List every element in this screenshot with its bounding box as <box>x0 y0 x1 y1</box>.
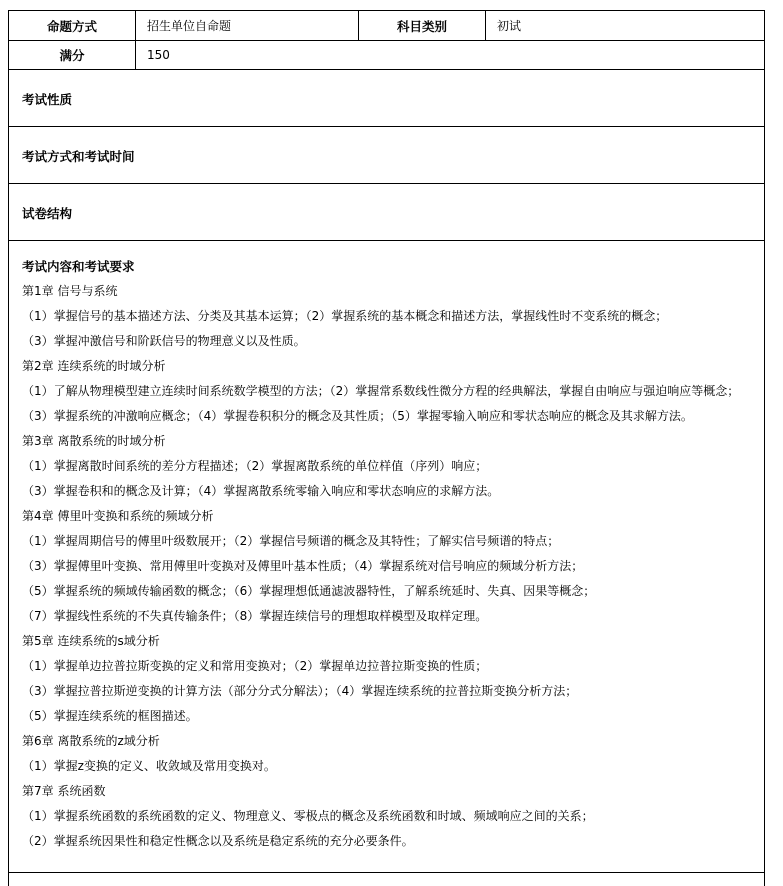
content-line: （3）掌握系统的冲激响应概念；（4）掌握卷积积分的概念及其性质；（5）掌握零输入响应和零状态响应的概念及其求解方法。 <box>22 409 693 423</box>
content-body <box>22 255 758 854</box>
content-line: （3）掌握拉普拉斯逆变换的计算方法（部分分式分解法）；（4）掌握连续系统的拉普拉斯变换分析方法； <box>22 684 578 698</box>
content-line: （3）掌握冲激信号和阶跃信号的物理意义以及性质。 <box>22 334 306 348</box>
content-line: 第3章 离散系统的时域分析 <box>22 434 166 448</box>
content-line: （1）掌握信号的基本描述方法、分类及其基本运算；（2）掌握系统的基本概念和描述方法，掌握线性时不变系统的概念； <box>22 309 668 323</box>
header-row-2 <box>9 41 764 70</box>
label-full-score: 满分 <box>59 48 85 63</box>
content-line: （3）掌握卷积和的概念及计算；（4）掌握离散系统零输入响应和零状态响应的求解方法。 <box>22 484 500 498</box>
content-line: （1）掌握周期信号的傅里叶级数展开；（2）掌握信号频谱的概念及其特性；了解实信号频谱的特点； <box>22 534 560 548</box>
exam-syllabus-table <box>8 10 765 886</box>
content-line: （1）掌握z变换的定义、收敛域及常用变换对。 <box>22 759 276 773</box>
content-lines <box>22 279 758 854</box>
content-line: （1）了解从物理模型建立连续时间系统数学模型的方法；（2）掌握常系数线性微分方程的经典解法，掌握自由响应与强迫响应等概念； <box>22 384 740 398</box>
content-line: （3）掌握傅里叶变换、常用傅里叶变换对及傅里叶基本性质；（4）掌握系统对信号响应的频域分析方法； <box>22 559 584 573</box>
content-line: （1）掌握离散时间系统的差分方程描述；（2）掌握离散系统的单位样值（序列）响应； <box>22 459 488 473</box>
section-title-content: 考试内容和考试要求 <box>22 259 135 274</box>
content-line: （5）掌握连续系统的框图描述。 <box>22 709 198 723</box>
section-exam-content <box>9 241 764 873</box>
value-exam-method: 招生单位自命题 <box>147 19 232 33</box>
content-line: 第4章 傅里叶变换和系统的频域分析 <box>22 509 214 523</box>
section-exam-format <box>9 127 764 184</box>
section-title-structure: 试卷结构 <box>22 206 73 221</box>
content-line: 第2章 连续系统的时域分析 <box>22 359 166 373</box>
header-row-1 <box>9 11 764 41</box>
content-line: （1）掌握系统函数的系统函数的定义、物理意义、零极点的概念及系统函数和时域、频域响应之间的关系； <box>22 809 594 823</box>
section-title-format: 考试方式和考试时间 <box>22 149 135 164</box>
content-line: （5）掌握系统的频域传输函数的概念；（6）掌握理想低通滤波器特性，了解系统延时、失真、因果等概念； <box>22 584 596 598</box>
label-subject-category: 科目类别 <box>396 18 447 34</box>
section-exam-nature <box>9 70 764 127</box>
label-exam-method: 命题方式 <box>46 18 97 34</box>
content-line: 第1章 信号与系统 <box>22 284 118 298</box>
section-paper-structure <box>9 184 764 241</box>
section-title-nature: 考试性质 <box>22 92 73 107</box>
content-line: （2）掌握系统因果性和稳定性概念以及系统是稳定系统的充分必要条件。 <box>22 834 414 848</box>
content-line: 第7章 系统函数 <box>22 784 106 798</box>
value-subject-category: 初试 <box>497 19 522 33</box>
content-line: （7）掌握线性系统的不失真传输条件；（8）掌握连续信号的理想取样模型及取样定理。 <box>22 609 488 623</box>
value-full-score: 150 <box>147 48 170 62</box>
content-line: 第5章 连续系统的s域分析 <box>22 634 160 648</box>
content-line: 第6章 离散系统的z域分析 <box>22 734 160 748</box>
content-line: （1）掌握单边拉普拉斯变换的定义和常用变换对；（2）掌握单边拉普拉斯变换的性质； <box>22 659 488 673</box>
